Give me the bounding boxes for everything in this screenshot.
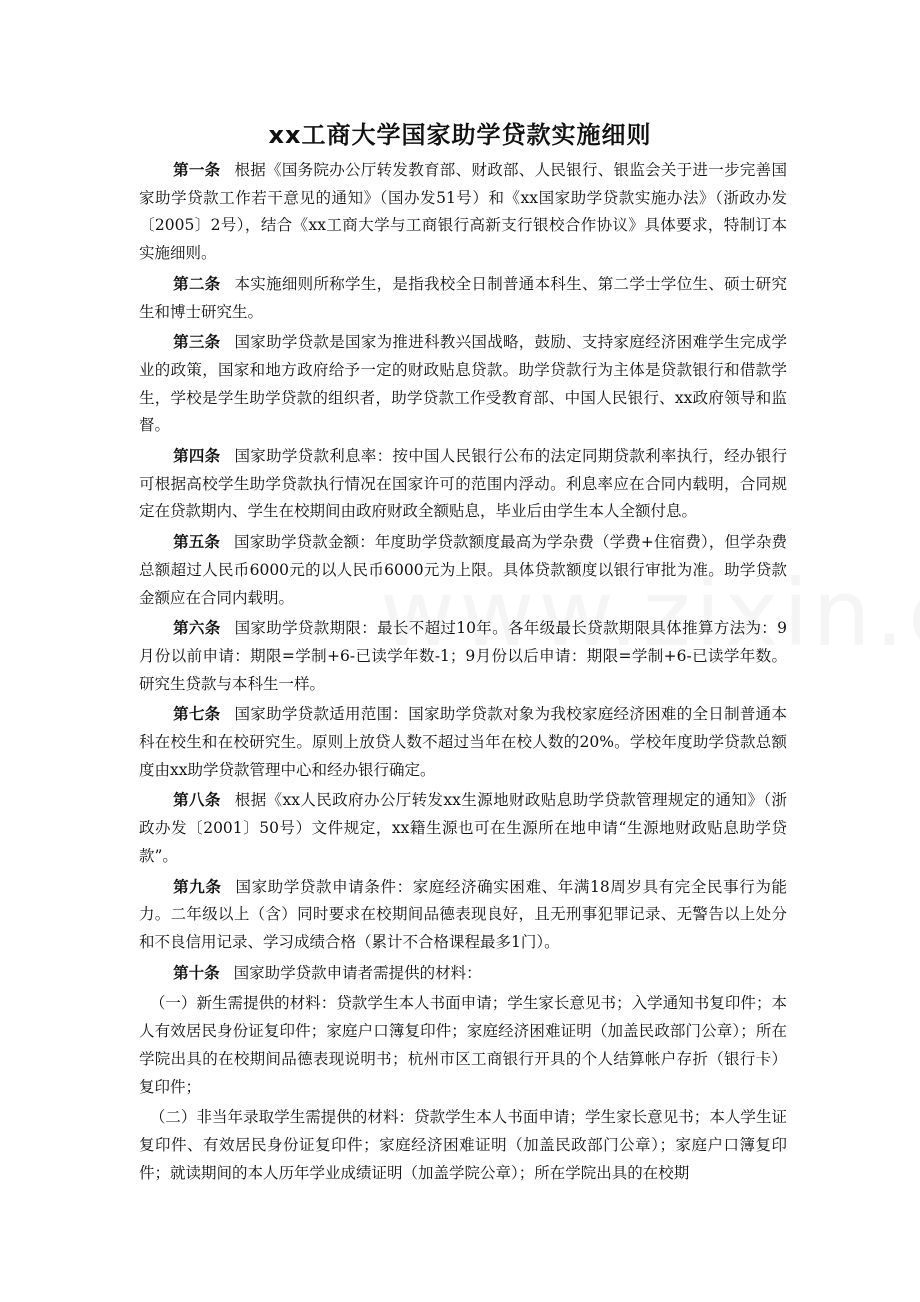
- article-label: 第四条: [173, 447, 221, 466]
- article-text: 国家助学贷款申请条件：家庭经济确实困难、年满18周岁具有完全民事行为能力。二年级以上（含）同时要求在校期间品德表现良好，且无刑事犯罪记录、无警告以上处分和不良信用记录、学习成绩合格（累计不合格课程最多1门）。: [139, 877, 787, 951]
- article-label: 第九条: [173, 877, 222, 896]
- article-8: [139, 787, 787, 870]
- article-text: 根据《xx人民政府办公厅转发xx生源地财政贴息助学贷款管理规定的通知》（浙政办发〔2001〕50号）文件规定，xx籍生源也可在生源所在地申请“生源地财政贴息助学贷款”。: [139, 791, 787, 865]
- article-6: [139, 615, 787, 698]
- article-7: [139, 701, 787, 784]
- article-text: 国家助学贷款期限：最长不超过10年。各年级最长贷款期限具体推算方法为：9月份以前申请：期限=学制+6-已读学年数-1；9月份以后申请：期限=学制+6-已读学年数。研究生贷款与本科生一样。: [139, 619, 787, 693]
- article-text: 根据《国务院办公厅转发教育部、财政部、人民银行、银监会关于进一步完善国家助学贷款工作若干意见的通知》（国办发51号）和《xx国家助学贷款实施办法》（浙政办发〔2005〕2号），结合《xx工商大学与工商银行高新支行银校合作协议》具体要求，特制订本实施细则。: [139, 161, 787, 263]
- article-2: [139, 271, 787, 326]
- article-10: [139, 960, 787, 988]
- article-text: 国家助学贷款适用范围：国家助学贷款对象为我校家庭经济困难的全日制普通本科在校生和在校研究生。原则上放贷人数不超过当年在校人数的20%。学校年度助学贷款总额度由xx助学贷款管理中心和经办银行确定。: [139, 705, 787, 779]
- article-label: 第六条: [173, 619, 221, 638]
- article-text: 国家助学贷款金额：年度助学贷款额度最高为学杂费（学费+住宿费），但学杂费总额超过人民币6000元的以人民币6000元为上限。具体贷款额度以银行审批为准。助学贷款金额应在合同内载明。: [139, 533, 787, 607]
- sub-item-2: （二）非当年录取学生需提供的材料：贷款学生本人书面申请；学生家长意见书；本人学生证复印件、有效居民身份证复印件；家庭经济困难证明（加盖民政部门公章）；家庭户口簿复印件；就读期间的本人历年学业成绩证明（加盖学院公章）；所在学院出具的在校期: [139, 1108, 787, 1182]
- article-text: 国家助学贷款利息率：按中国人民银行公布的法定同期贷款利率执行，经办银行可根据高校学生助学贷款执行情况在国家许可的范围内浮动。利息率应在合同内载明，合同规定在贷款期内、学生在校期间由政府财政全额贴息，毕业后由学生本人全额付息。: [139, 447, 787, 521]
- article-label: 第一条: [173, 161, 221, 179]
- article-9: [139, 874, 787, 957]
- article-4: [139, 443, 787, 526]
- article-text: 国家助学贷款申请者需提供的材料：: [233, 963, 482, 982]
- article-3: [139, 329, 787, 440]
- article-5: [139, 529, 787, 612]
- article-label: 第七条: [173, 705, 221, 724]
- article-label: 第十条: [173, 963, 220, 982]
- document-title: xx工商大学国家助学贷款实施细则: [268, 121, 652, 149]
- sub-item-1: （一）新生需提供的材料：贷款学生本人书面申请；学生家长意见书；入学通知书复印件；本人有效居民身份证复印件；家庭户口簿复印件；家庭经济困难证明（加盖民政部门公章）；所在学院出具的在校期间品德表现说明书；杭州市区工商银行开具的个人结算帐户存折（银行卡）复印件；: [139, 994, 787, 1096]
- article-label: 第三条: [173, 333, 221, 352]
- article-label: 第八条: [173, 791, 221, 810]
- article-text: 本实施细则所称学生，是指我校全日制普通本科生、第二学士学位生、硕士研究生和博士研究生。: [139, 274, 787, 321]
- article-text: 国家助学贷款是国家为推进科教兴国战略，鼓励、支持家庭经济困难学生完成学业的政策，国家和地方政府给予一定的财政贴息贷款。助学贷款行为主体是贷款银行和借款学生，学校是学生助学贷款的组织者，助学贷款工作受教育部、中国人民银行、xx政府领导和监督。: [139, 333, 787, 435]
- article-1: [139, 157, 787, 268]
- document-body: [139, 157, 787, 1190]
- article-label: 第二条: [173, 274, 221, 293]
- article-label: 第五条: [173, 533, 221, 552]
